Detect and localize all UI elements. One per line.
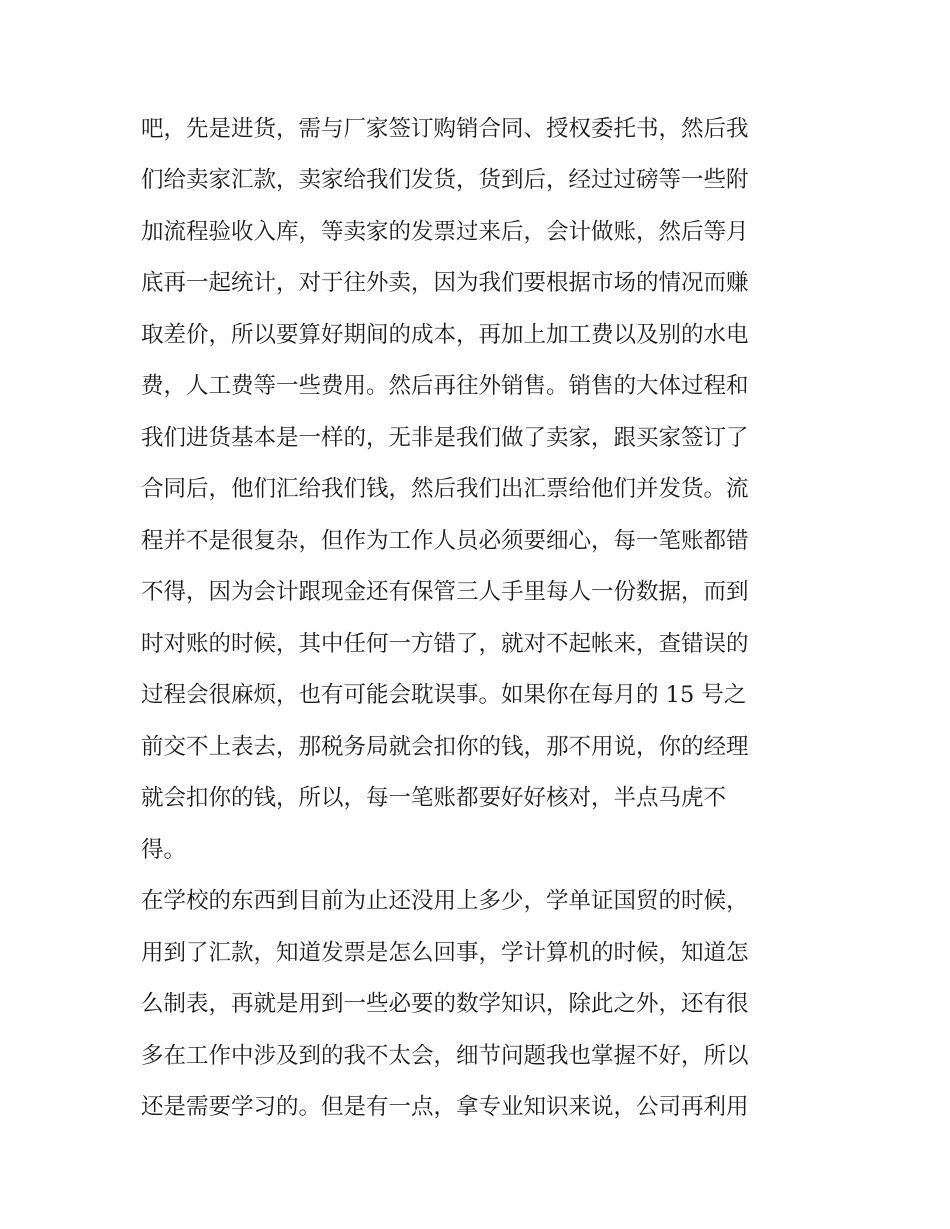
text-line: 费，人工费等一些费用。然后再往外销售。销售的大体过程和 (141, 373, 749, 399)
text-line: 前交不上表去，那税务局就会扣你的钱，那不用说，你的经理 (141, 734, 749, 760)
text-line: 加流程验收入库，等卖家的发票过来后，会计做账，然后等月 (141, 219, 749, 245)
text-line: 吧，先是进货，需与厂家签订购销合同、授权委托书，然后我 (141, 116, 749, 142)
text-line: 程并不是很复杂，但作为工作人员必须要细心，每一笔账都错 (141, 528, 749, 554)
text-line: 取差价，所以要算好期间的成本，再加上加工费以及别的水电 (141, 322, 749, 348)
text-line: 我们进货基本是一样的，无非是我们做了卖家，跟买家签订了 (141, 425, 749, 451)
text-line: 过程会很麻烦，也有可能会耽误事。如果你在每月的 15 号之 (141, 682, 747, 708)
text-line: 就会扣你的钱，所以，每一笔账都要好好核对，半点马虎不 (141, 785, 727, 811)
text-line: 时对账的时候，其中任何一方错了，就对不起帐来，查错误的 (141, 631, 749, 657)
text-line: 多在工作中涉及到的我不太会，细节问题我也掌握不好，所以 (141, 1043, 749, 1069)
text-line: 不得，因为会计跟现金还有保管三人手里每人一份数据，而到 (141, 579, 749, 605)
text-line: 得。 (141, 837, 187, 863)
text-line: 底再一起统计，对于往外卖，因为我们要根据市场的情况而赚 (141, 270, 749, 296)
text-line: 们给卖家汇款，卖家给我们发货，货到后，经过过磅等一些附 (141, 167, 749, 193)
text-line: 还是需要学习的。但是有一点，拿专业知识来说，公司再利用 (141, 1094, 749, 1120)
text-line: 在学校的东西到目前为止还没用上多少，学单证国贸的时候， (141, 888, 749, 914)
text-line: 用到了汇款，知道发票是怎么回事，学计算机的时候，知道怎 (141, 940, 749, 966)
text-line: 合同后，他们汇给我们钱，然后我们出汇票给他们并发货。流 (141, 476, 749, 502)
text-line: 么制表，再就是用到一些必要的数学知识，除此之外，还有很 (141, 991, 749, 1017)
